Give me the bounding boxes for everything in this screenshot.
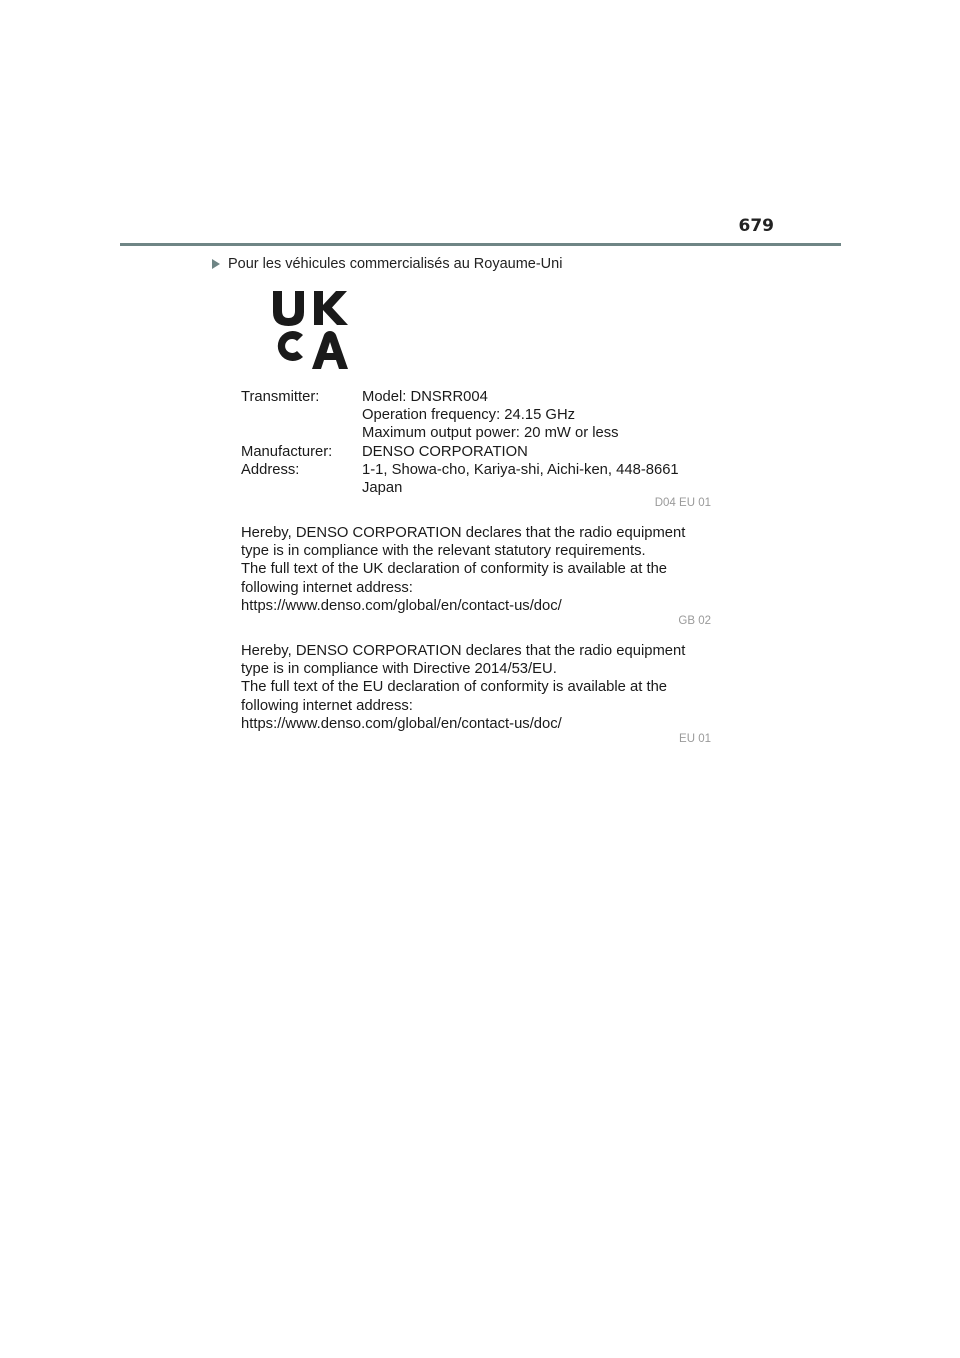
transmitter-label: Transmitter:	[241, 389, 320, 405]
uk-declaration-line: The full text of the UK declaration of conformity is available at the	[241, 561, 668, 578]
transmitter-specs	[241, 388, 711, 497]
eu-declaration-line: type is in compliance with Directive 2014/53/EU.	[241, 661, 557, 678]
header-rule	[120, 243, 841, 246]
power-value: Maximum output power: 20 mW or less	[362, 425, 619, 442]
triangle-bullet-icon	[212, 259, 220, 269]
ukca-logo	[270, 289, 352, 371]
model-value: Model: DNSRR004	[362, 389, 488, 405]
uk-declaration-line: type is in compliance with the relevant statutory requirements.	[241, 543, 646, 560]
manufacturer-value: DENSO CORPORATION	[362, 443, 528, 460]
eu-declaration-line: The full text of the EU declaration of conformity is available at the	[241, 679, 668, 696]
manufacturer-label: Manufacturer:	[241, 443, 333, 460]
address-line-2: Japan	[362, 480, 403, 497]
uk-declaration-line: following internet address:	[241, 579, 413, 596]
eu-declaration-line: following internet address:	[241, 697, 413, 714]
eu-declaration	[241, 642, 721, 733]
uk-declaration-line: Hereby, DENSO CORPORATION declares that the radio equipment	[241, 525, 686, 541]
uk-ref-code: GB 02	[678, 615, 711, 627]
frequency-value: Operation frequency: 24.15 GHz	[362, 407, 576, 424]
address-line-1: 1-1, Showa-cho, Kariya-shi, Aichi-ken, 448-8661	[362, 461, 679, 478]
eu-declaration-line: Hereby, DENSO CORPORATION declares that the radio equipment	[241, 643, 686, 659]
uk-declaration	[241, 524, 721, 615]
eu-ref-code: EU 01	[679, 733, 711, 745]
eu-declaration-url: https://www.denso.com/global/en/contact-us/doc/	[241, 715, 562, 732]
spec-ref-code: D04 EU 01	[654, 497, 711, 509]
section-heading-text: Pour les véhicules commercialisés au Royaume-Uni	[228, 256, 563, 272]
section-heading	[212, 256, 562, 272]
page-number: 679	[738, 216, 774, 236]
address-label: Address:	[241, 461, 300, 478]
uk-declaration-url: https://www.denso.com/global/en/contact-us/doc/	[241, 597, 562, 614]
